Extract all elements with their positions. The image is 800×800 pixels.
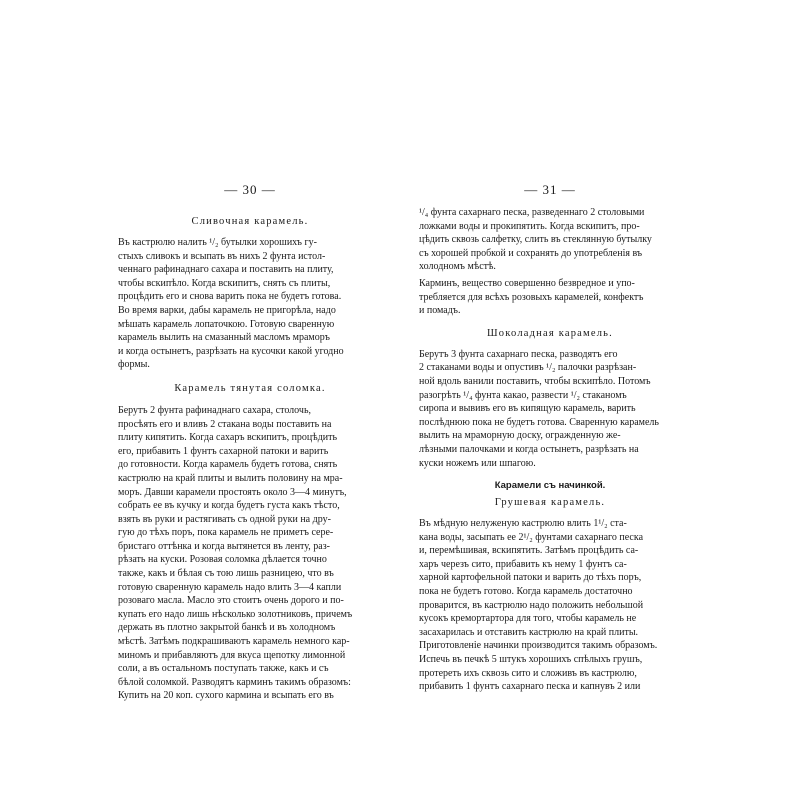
text-line: засахарилась и отставить кастрюлю на край плиты.: [419, 626, 639, 638]
text-line: моръ. Давши карамели простоять около 3—4 минутъ,: [118, 486, 347, 498]
paragraph: [419, 517, 681, 694]
page-number: — 30 —: [224, 182, 276, 197]
text-line: стыхъ сливокъ и всыпать въ нихъ 2 фунта истол-: [118, 250, 326, 262]
text-line: собрать ее въ кучку и когда будетъ густа какъ тѣсто,: [118, 500, 340, 512]
text-line: ченнаго рафинаднаго сахара и поставить на плиту,: [118, 264, 334, 276]
text-line: послѣднюю пока не будетъ готова. Сваренную карамель: [419, 416, 659, 428]
text-line: Во время варки, дабы карамель не пригорѣла, надо: [118, 304, 336, 316]
text-line: кастрюлю на край плиты и вылить половину на мра-: [118, 472, 343, 484]
text-line: плиту кипятить. Когда сахаръ вскипитъ, процѣдить: [118, 432, 338, 444]
text-line: мѣшать карамель лопаточкою. Готовую сваренную: [118, 318, 335, 330]
page-number: — 31 —: [524, 182, 576, 197]
paragraph: [419, 206, 681, 274]
text-line: ной вдоль ванили поставить, чтобы вскипѣло. Потомъ: [419, 375, 651, 387]
section-heading: Сливочная карамель.: [191, 216, 309, 227]
section-heading: Грушевая карамель.: [494, 497, 606, 509]
text-line: также, какъ и бѣлая съ тою лишь разницею, что въ: [118, 568, 334, 580]
right-page: [419, 180, 681, 694]
section-heading: Карамель тянутая соломка.: [174, 382, 326, 394]
text-line: Приготовленіе начинки производится такимъ образомъ.: [419, 640, 658, 652]
text-line: розоваго масла. Масло это стоитъ очень дорого и по-: [118, 595, 344, 607]
text-line: и помадъ.: [419, 305, 461, 317]
text-line: и когда остынетъ, разрѣзать на кусочки какой угодно: [118, 345, 344, 357]
left-page: [118, 180, 382, 703]
text-line: харъ черезъ сито, прибавить къ нему 1 фунтъ са-: [419, 558, 627, 570]
text-line: мѣстѣ. Затѣмъ подкрашиваютъ карамель немного кар-: [118, 636, 350, 648]
text-line: протереть ихъ сквозь сито и сложивъ въ кастрюлю,: [419, 667, 637, 679]
paragraph: [118, 236, 382, 372]
text-line: кусокъ кремортартора для того, чтобы карамель не: [419, 613, 637, 625]
paragraph: [118, 404, 382, 703]
text-line: кана воды, засыпать ее 2¹/₂ фунтами сахарнаго песка: [419, 531, 644, 543]
text-line: съ хорошей пробкой и сохранять до употребленія въ: [419, 247, 643, 259]
text-line: готовую сваренную карамель надо влить 3—4 капли: [118, 581, 342, 593]
text-line: чтобы вскипѣло. Когда вскипитъ, снять съ плиты,: [118, 277, 331, 289]
text-line: холодномъ мѣстѣ.: [419, 261, 496, 273]
text-line: Берутъ 2 фунта рафинаднаго сахара, столочь,: [118, 404, 312, 416]
text-line: Въ мѣдную нелуженую кастрюлю влить 1¹/₂ ста-: [419, 518, 627, 530]
text-line: соли, а въ остальномъ поступать также, какъ и съ: [118, 663, 329, 675]
text-line: харной картофельной патоки и варить до тѣхъ поръ,: [419, 572, 642, 584]
text-line: лѣзными палочками и когда остынетъ, разрѣзать на: [419, 443, 639, 455]
text-line: бѣлой соломкой. Разводятъ карминъ такимъ образомъ:: [118, 676, 351, 688]
text-line: Купить на 20 коп. сухого кармина и всыпать его въ: [118, 690, 334, 702]
text-line: Берутъ 3 фунта сахарнаго песка, разводятъ его: [419, 348, 618, 360]
text-line: проварится, въ кастрюлю надо положить небольшой: [419, 599, 644, 611]
section-heading: Шоколадная карамель.: [487, 327, 613, 339]
text-line: разогрѣть ¹/₄ фунта какао, развести ¹/₂ стаканомъ: [419, 389, 627, 401]
text-line: Въ кастрюлю налить ¹/₂ бутылки хорошихъ гу-: [118, 237, 317, 248]
text-line: формы.: [118, 359, 150, 371]
paragraph: [419, 277, 681, 318]
text-line: сиропа и вывивъ его въ кипящую карамель, варить: [419, 403, 636, 415]
text-line: просѣять его и вливъ 2 стакана воды поставить на: [118, 418, 332, 430]
text-line: 2 стаканами воды и опустивъ ¹/₂ палочки разрѣзан-: [419, 362, 637, 374]
text-line: процѣдить его и снова варить пока не будетъ готова.: [118, 291, 342, 303]
text-line: Карминъ, вещество совершенно безвредное и упо-: [419, 277, 635, 289]
text-line: Испечь въ печкѣ 5 штукъ хорошихъ спѣлыхъ грушъ,: [419, 654, 643, 666]
text-line: и, перемѣшивая, вскипятить. Затѣмъ процѣдить са-: [419, 545, 639, 557]
text-line: куски ножемъ или шпагою.: [419, 457, 536, 469]
text-line: цѣдить сквозь салфетку, слить въ стеклянную бутылку: [419, 234, 652, 246]
text-line: взять въ руки и растягивать съ одной руки на дру-: [118, 513, 331, 525]
text-line: держать въ плотно закрытой банкѣ и въ холодномъ: [118, 622, 336, 634]
paragraph: [419, 348, 681, 470]
text-line: ложками воды и прокипятить. Когда вскипитъ, про-: [419, 220, 640, 232]
text-line: требляется для всѣхъ розовыхъ карамелей, конфектъ: [419, 291, 644, 303]
subsection-heading: Карамели съ начинкой.: [494, 480, 606, 492]
text-line: гую до тѣхъ поръ, пока карамель не приметъ сере-: [118, 527, 334, 539]
text-line: рѣзать на куски. Розовая соломка дѣлается точно: [118, 554, 327, 566]
text-line: его, прибавить 1 фунтъ сахарной патоки и варить: [118, 445, 329, 457]
text-line: вылить на мраморную доску, огражденную же-: [419, 430, 621, 442]
text-line: до готовности. Когда карамель будетъ готова, снять: [118, 459, 338, 471]
text-line: пока не будетъ готово. Когда карамель достаточно: [419, 586, 633, 598]
text-line: карамель вылить на смазанный масломъ мраморъ: [118, 332, 330, 344]
text-line: миномъ и прибавляютъ для вкуса щепотку лимонной: [118, 649, 346, 661]
text-line: купать его надо лишь нѣсколько золотниковъ, причемъ: [118, 608, 353, 620]
text-line: ¹/₄ фунта сахарнаго песка, разведеннаго 2 столовыми: [419, 207, 645, 218]
text-line: прибавить 1 фунтъ сахарнаго песка и капнувъ 2 или: [419, 681, 641, 693]
text-line: бристаго оттѣнка и когда вытянется въ ленту, раз-: [118, 540, 331, 552]
